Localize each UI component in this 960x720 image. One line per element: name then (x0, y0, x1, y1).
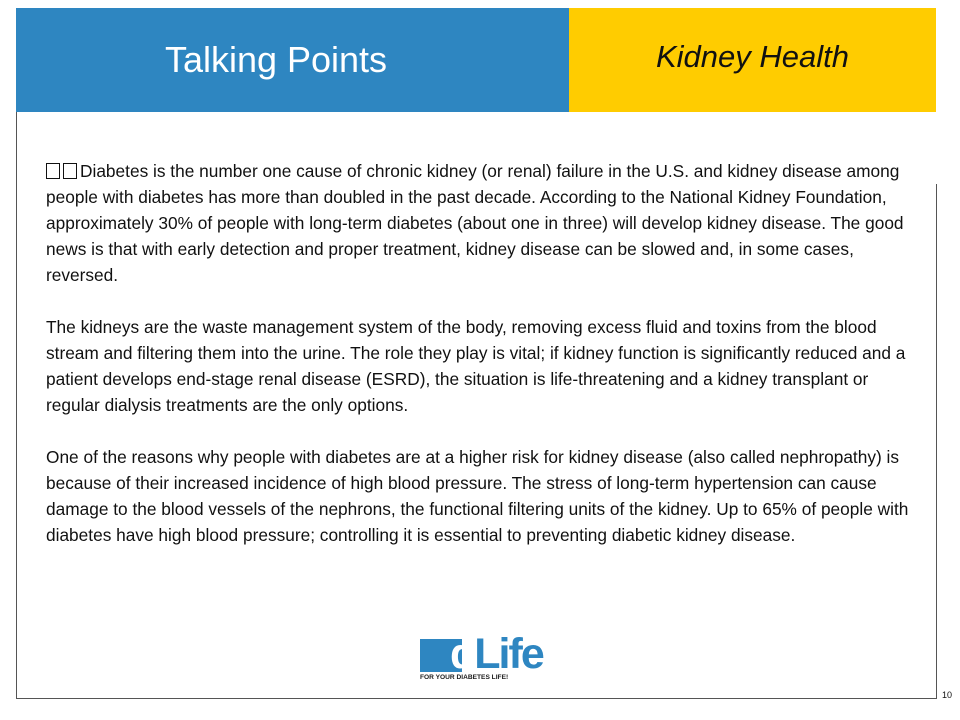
paragraph-1 (46, 158, 918, 288)
box-bullet-icon (63, 163, 77, 179)
frame-right-border (936, 184, 937, 699)
dlife-logo (420, 630, 543, 686)
topic-title: Kidney Health (655, 39, 849, 74)
paragraph-2: The kidneys are the waste management system of the body, removing excess fluid and toxins from the blood stream and filtering them into the urine. The role they play is vital; if kidney function is significantly reduced and a patient develops end-stage renal disease (ESRD), the situation is life-threatening and a kidney transplant or regular dialysis treatments are the only options. (46, 317, 906, 415)
paragraph-3: One of the reasons why people with diabetes are at a higher risk for kidney disease (also called nephropathy) is because of their increased incidence of high blood pressure. The stress of long-term hypertension can cause damage to the blood vessels of the nephrons, the functional filtering units of the kidney. Up to 65% of people with diabetes have high blood pressure; controlling it is essential to preventing diabetic kidney disease. (46, 447, 909, 545)
logo-wordmark: dLife (450, 630, 543, 678)
box-bullet-icon (46, 163, 60, 179)
logo-tagline: FOR YOUR DIABETES LIFE! (420, 674, 509, 681)
frame-bottom-border (16, 698, 937, 699)
paragraph-1-text: Diabetes is the number one cause of chronic kidney (or renal) failure in the U.S. and kidney disease among people with diabetes has more than doubled in the past decade. According to the National Kidney Foundation, approximately 30% of people with long-term diabetes (about one in three) will develop kidney disease. The good news is that with early detection and proper treatment, kidney disease can be slowed and, in some cases, reversed. (46, 161, 904, 285)
frame-left-border (16, 112, 17, 699)
page-title: Talking Points (164, 39, 388, 80)
page-number: 10 (942, 690, 953, 700)
body-text (46, 158, 918, 574)
